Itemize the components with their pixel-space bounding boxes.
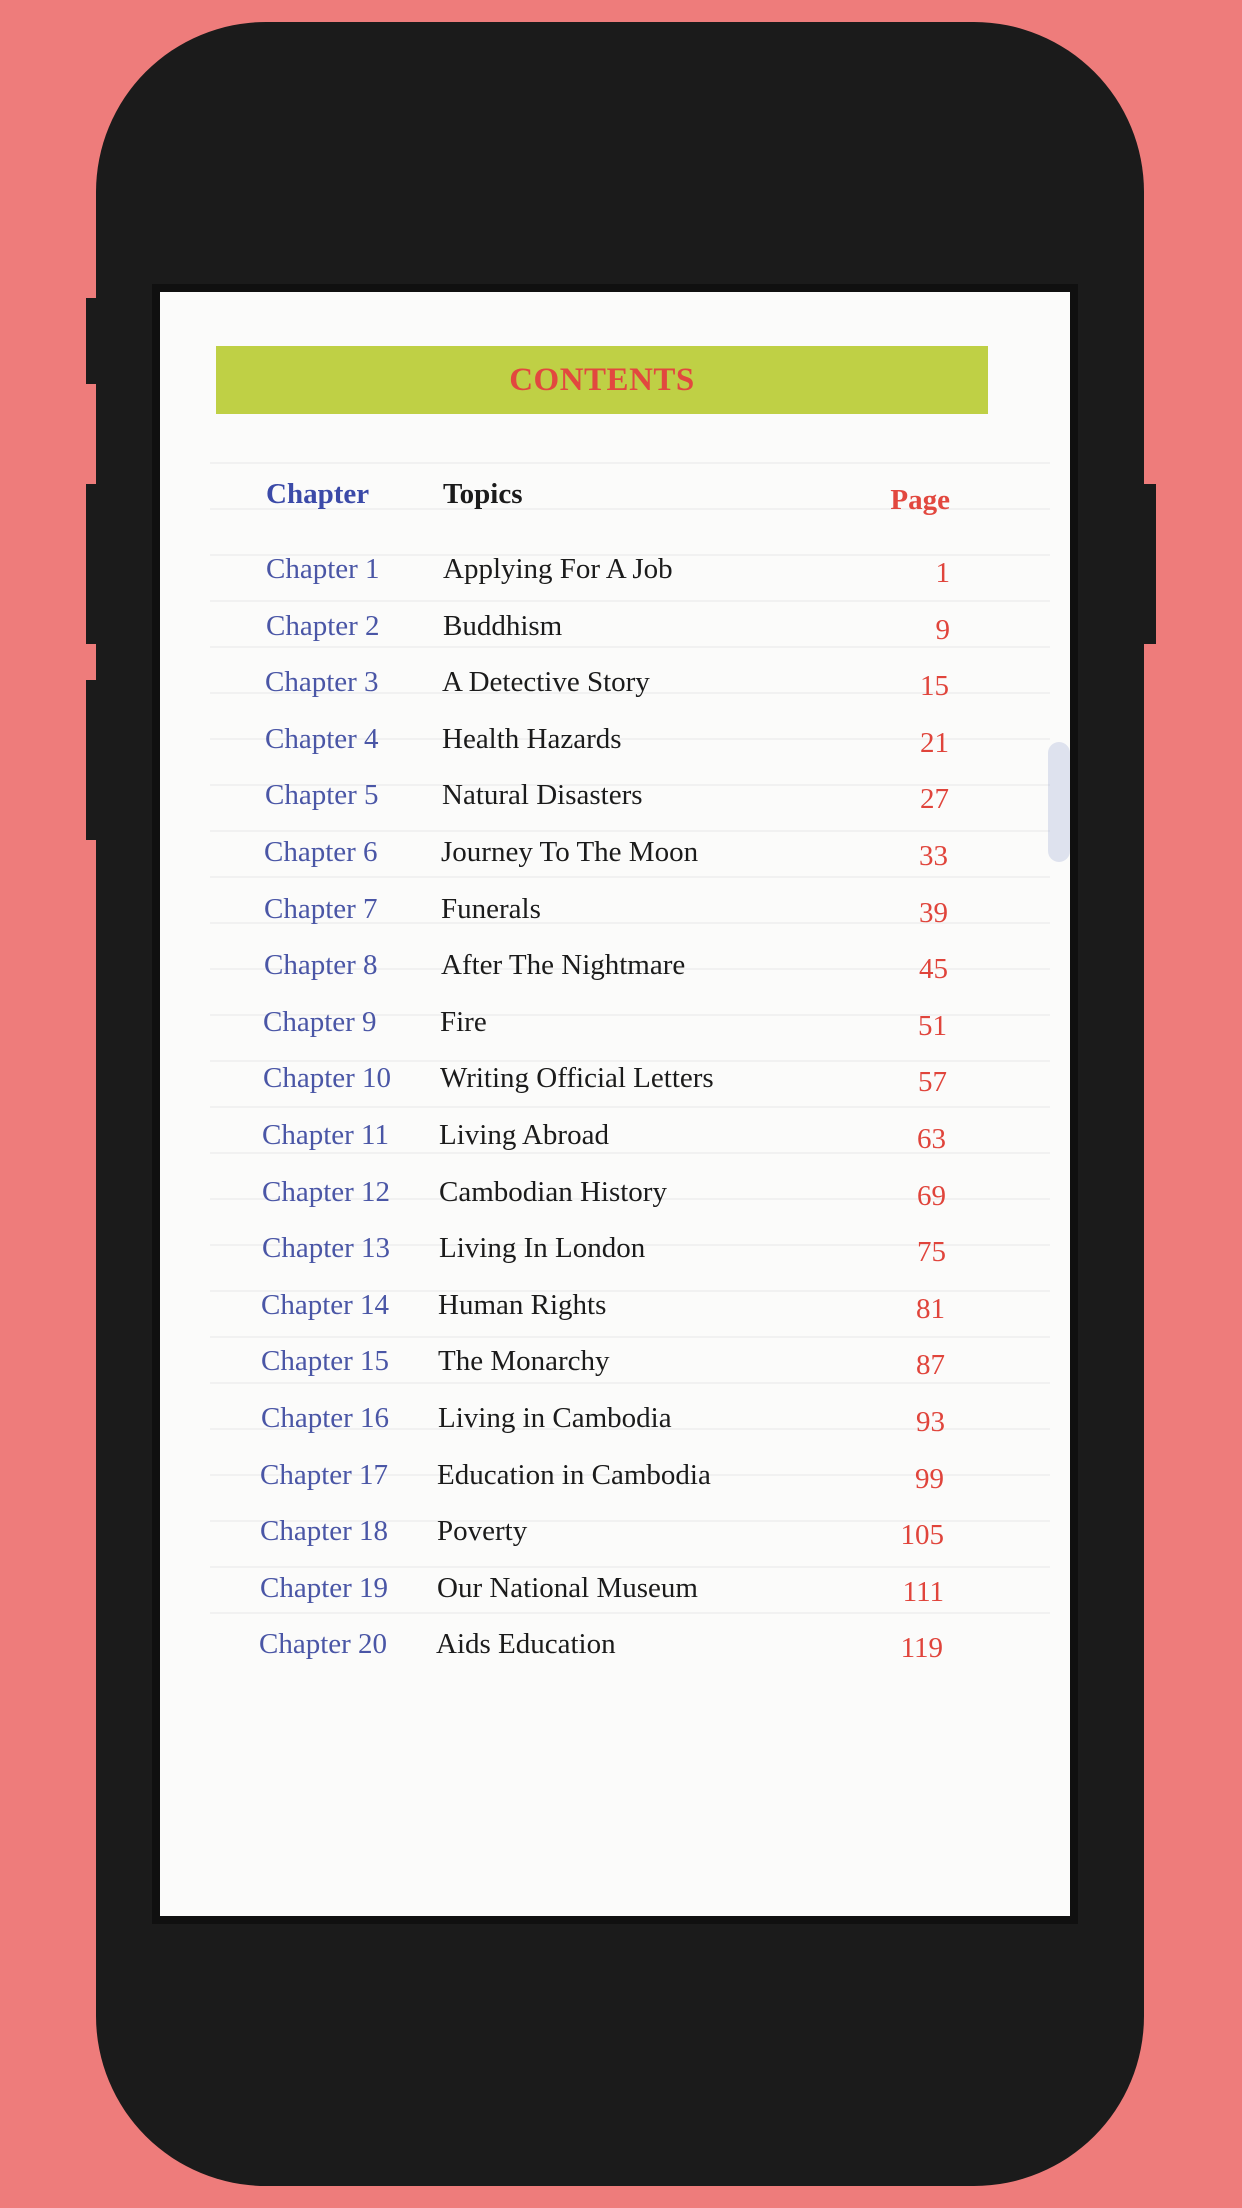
chapter-label: Chapter 2: [266, 610, 380, 642]
chapter-label: Chapter 10: [263, 1062, 392, 1094]
contents-page[interactable]: [160, 292, 1070, 1916]
topic-label: Living Abroad: [439, 1119, 609, 1151]
table-row[interactable]: [160, 1345, 1070, 1393]
page-number: 69: [917, 1180, 946, 1212]
page-number: 9: [935, 614, 950, 646]
table-row[interactable]: [160, 1176, 1070, 1224]
chapter-label: Chapter 19: [260, 1572, 389, 1604]
page-number: 111: [902, 1576, 944, 1608]
table-row[interactable]: [160, 779, 1070, 827]
table-row[interactable]: [160, 1119, 1070, 1167]
topic-label: The Monarchy: [438, 1345, 610, 1377]
chapter-label: Chapter 17: [260, 1459, 389, 1491]
header-chapter: Chapter: [266, 478, 370, 510]
table-row[interactable]: [160, 836, 1070, 884]
page-number: 93: [916, 1406, 945, 1438]
chapter-label: Chapter 15: [261, 1345, 390, 1377]
table-row[interactable]: [160, 553, 1070, 601]
topic-label: Journey To The Moon: [441, 836, 699, 868]
chapter-label: Chapter 3: [265, 666, 379, 698]
table-row[interactable]: [160, 723, 1070, 771]
table-row[interactable]: [160, 1062, 1070, 1110]
topic-label: Education in Cambodia: [437, 1459, 711, 1491]
topic-label: After The Nightmare: [441, 949, 686, 981]
table-row[interactable]: [160, 949, 1070, 997]
table-header: [160, 478, 1070, 526]
table-row[interactable]: [160, 1459, 1070, 1507]
topic-label: A Detective Story: [442, 666, 650, 698]
page-number: 21: [920, 727, 949, 759]
page-number: 75: [917, 1236, 946, 1268]
topic-label: Human Rights: [438, 1289, 607, 1321]
page-number: 15: [920, 670, 949, 702]
table-row[interactable]: [160, 893, 1070, 941]
table-row[interactable]: [160, 1515, 1070, 1563]
topic-label: Living in Cambodia: [438, 1402, 672, 1434]
table-row[interactable]: [160, 1628, 1070, 1676]
chapter-label: Chapter 20: [259, 1628, 388, 1660]
topic-label: Health Hazards: [442, 723, 622, 755]
page-number: 57: [918, 1066, 947, 1098]
page-number: 119: [900, 1632, 943, 1664]
topic-label: Poverty: [437, 1515, 528, 1547]
page-number: 33: [919, 840, 948, 872]
table-row[interactable]: [160, 1289, 1070, 1337]
page-number: 39: [919, 897, 948, 929]
page-number: 81: [916, 1293, 945, 1325]
contents-title: CONTENTS: [509, 361, 695, 398]
chapter-label: Chapter 14: [261, 1289, 390, 1321]
chapter-label: Chapter 16: [261, 1402, 390, 1434]
scan-bleed-line: [210, 462, 1050, 464]
page-number: 51: [918, 1010, 947, 1042]
topic-label: Funerals: [441, 893, 541, 925]
table-row[interactable]: [160, 610, 1070, 658]
scan-bleed-line: [210, 1566, 1050, 1568]
table-row[interactable]: [160, 666, 1070, 714]
topic-label: Buddhism: [443, 610, 563, 642]
contents-banner: [216, 346, 988, 414]
chapter-label: Chapter 13: [262, 1232, 391, 1264]
topic-label: Cambodian History: [439, 1176, 667, 1208]
chapter-label: Chapter 18: [260, 1515, 389, 1547]
page-number: 63: [917, 1123, 946, 1155]
chapter-label: Chapter 7: [264, 893, 378, 925]
topic-label: Writing Official Letters: [440, 1062, 714, 1094]
topic-label: Our National Museum: [437, 1572, 698, 1604]
chapter-label: Chapter 1: [266, 553, 380, 585]
table-row[interactable]: [160, 1402, 1070, 1450]
chapter-label: Chapter 8: [264, 949, 378, 981]
page-number: 45: [919, 953, 948, 985]
phone-screen: [152, 284, 1078, 1924]
header-topics: Topics: [443, 478, 523, 510]
topic-label: Natural Disasters: [442, 779, 643, 811]
table-row[interactable]: [160, 1232, 1070, 1280]
topic-label: Aids Education: [436, 1628, 616, 1660]
topic-label: Living In London: [439, 1232, 646, 1264]
table-row[interactable]: [160, 1006, 1070, 1054]
chapter-label: Chapter 5: [265, 779, 379, 811]
page-number: 99: [915, 1463, 944, 1495]
topic-label: Applying For A Job: [443, 553, 673, 585]
topic-label: Fire: [440, 1006, 487, 1038]
page-number: 105: [900, 1519, 944, 1551]
page-number: 27: [920, 783, 949, 815]
chapter-label: Chapter 9: [263, 1006, 377, 1038]
scan-bleed-line: [210, 830, 1050, 832]
table-row[interactable]: [160, 1572, 1070, 1620]
chapter-label: Chapter 12: [262, 1176, 391, 1208]
header-page: Page: [890, 484, 950, 516]
page-number: 1: [935, 557, 950, 589]
chapter-label: Chapter 11: [262, 1119, 389, 1151]
chapter-label: Chapter 6: [264, 836, 378, 868]
chapter-label: Chapter 4: [265, 723, 379, 755]
page-number: 87: [916, 1349, 945, 1381]
